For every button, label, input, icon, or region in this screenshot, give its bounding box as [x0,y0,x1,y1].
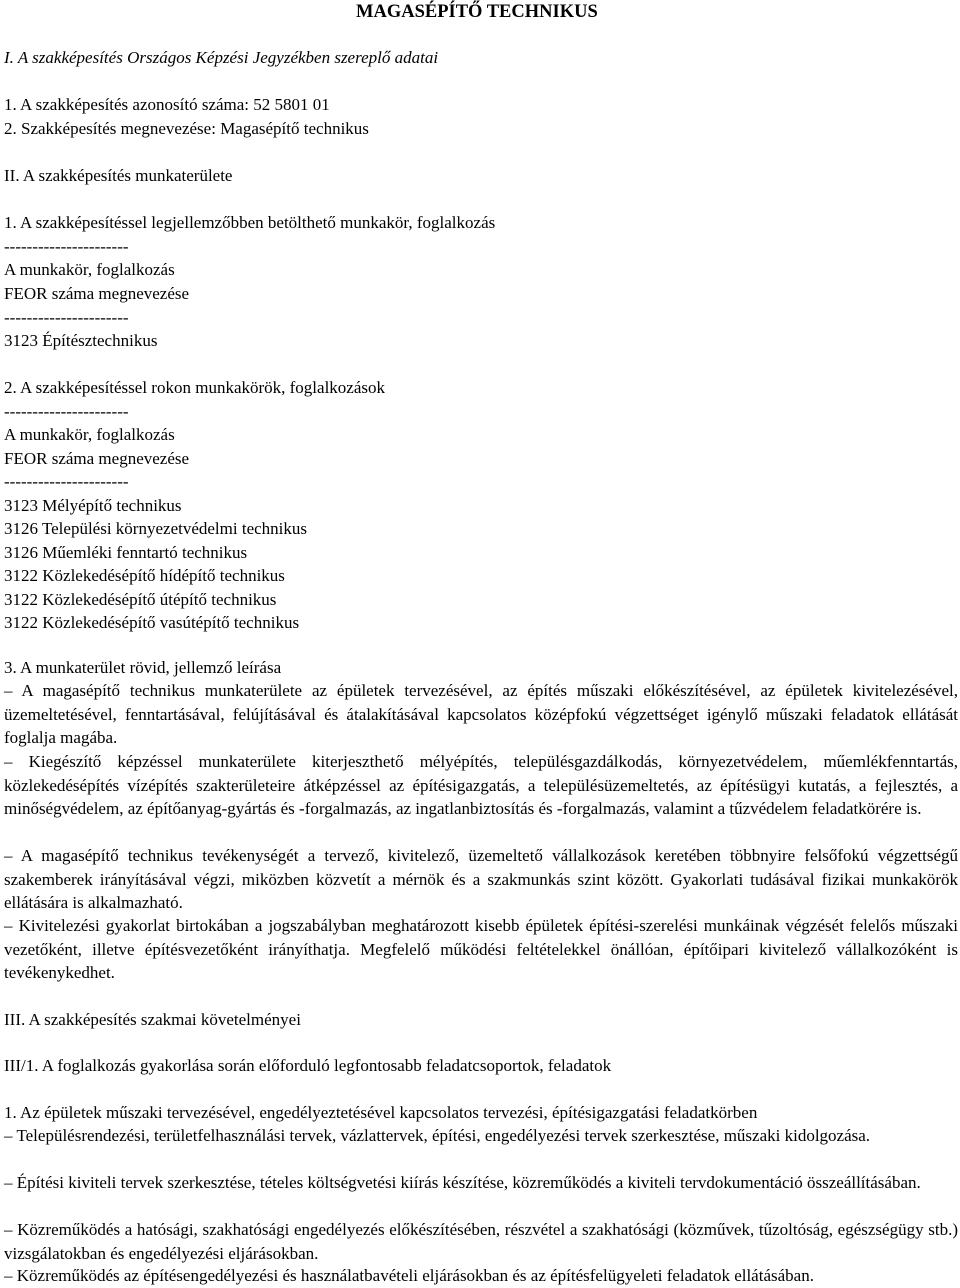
paragraph: – A magasépítő technikus tevékenységét a tervező, kivitelező, üzemeltető vállalkozások keretében többnyire felsőfokú végzettségű szakemberek irányításával végzi, miközben közvetít a mérnök és a szakmunkás szint között. Gyakorlati tudásával fizikai munkakörök ellátására is alkalmazható. [4,846,958,913]
section-3-heading: III. A szakképesítés szakmai követelményei [4,1010,301,1029]
paragraph: – Kiegészítő képzéssel munkaterülete kiterjeszthető mélyépítés, településgazdálkodás, környezetvédelem, műemlékfenntartás, közlekedésépítés vízépítés szakterületeire átképzéssel az építésigazgatás, a településüzemeltetés, az építésügyi kutatás, a fejlesztés, a minőségvédelem, az építőanyag-gyártás és -forgalmazás, az ingatlanbiztosítás és -forgalmazás, valamint a tűzvédelem feladatkörére is. [4,752,958,819]
subsection-3-heading: 3. A munkaterület rövid, jellemző leírása [4,658,282,677]
table-row: 3122 Közlekedésépítő hídépítő technikus [4,566,285,585]
table-divider: ---------------------- [4,472,129,491]
paragraph: – Közreműködés az építésengedélyezési és használatbavételi eljárásokban és az építésfelügyeleti feladatok ellátásában. [4,1266,814,1285]
subsection-heading: III/1. A foglalkozás gyakorlása során előforduló legfontosabb feladatcsoportok, feladatok [4,1056,612,1075]
item-heading: 1. Az épületek műszaki tervezésével, engedélyeztetésével kapcsolatos tervezési, építésigazgatási feladatkörben [4,1103,758,1122]
table-divider: ---------------------- [4,308,129,327]
subsection-2-heading: 2. A szakképesítéssel rokon munkakörök, foglalkozások [4,378,386,397]
paragraph: – A magasépítő technikus munkaterülete az épületek tervezésével, az építés műszaki előkészítésével, az épületek kivitelezésével, üzemeltetésével, fenntartásával, felújításával és átalakításával kapcsolatos középfokú végzettséget igénylő műszaki feladatok ellátását foglalja magába. [4,681,958,748]
table-header-line: A munkakör, foglalkozás [4,260,175,279]
table-divider: ---------------------- [4,402,129,421]
table-row: 3122 Közlekedésépítő útépítő technikus [4,590,277,609]
table-row: 3126 Települési környezetvédelmi technikus [4,519,307,538]
table-row: 3122 Közlekedésépítő vasútépítő technikus [4,613,300,632]
paragraph: – Településrendezési, területfelhasználási tervek, vázlattervek, építési, engedélyezési tervek szerkesztése, műszaki kidolgozása. [4,1126,871,1145]
table-header-line: FEOR száma megnevezése [4,449,190,468]
page-title: MAGASÉPÍTŐ TECHNIKUS [356,2,598,22]
paragraph: – Kivitelezési gyakorlat birtokában a jogszabályban meghatározott kisebb épületek építési-szerelési munkáinak végzését felelős műszaki vezetőként, illetve építésvezetőként irányíthatja. Megfelelő működési feltételekkel önállóan, építőipari kivitelező vállalkozóként is tevékenykedhet. [4,916,958,983]
table-header-line: FEOR száma megnevezése [4,284,190,303]
subsection-1-heading: 1. A szakképesítéssel legjellemzőbben betölthető munkakör, foglalkozás [4,213,496,232]
table-row: 3123 Építésztechnikus [4,331,158,350]
table-header-line: A munkakör, foglalkozás [4,425,175,444]
table-row: 3126 Műemléki fenntartó technikus [4,543,248,562]
section-1-heading: I. A szakképesítés Országos Képzési Jegyzékben szereplő adatai [4,48,439,67]
list-item: 1. A szakképesítés azonosító száma: 52 5801 01 [4,95,330,114]
list-item: 2. Szakképesítés megnevezése: Magasépítő technikus [4,119,369,138]
paragraph: – Építési kiviteli tervek szerkesztése, tételes költségvetési kiírás készítése, közreműködés a kiviteli tervdokumentáció összeállításában. [4,1173,921,1192]
paragraph: – Közreműködés a hatósági, szakhatósági engedélyezés előkészítésében, részvétel a szakhatósági (közművek, tűzoltóság, egészségügy stb.) vizsgálatokban és engedélyezési eljárásokban. [4,1220,958,1263]
table-row: 3123 Mélyépítő technikus [4,496,182,515]
section-2-heading: II. A szakképesítés munkaterülete [4,166,233,185]
table-divider: ---------------------- [4,237,129,256]
